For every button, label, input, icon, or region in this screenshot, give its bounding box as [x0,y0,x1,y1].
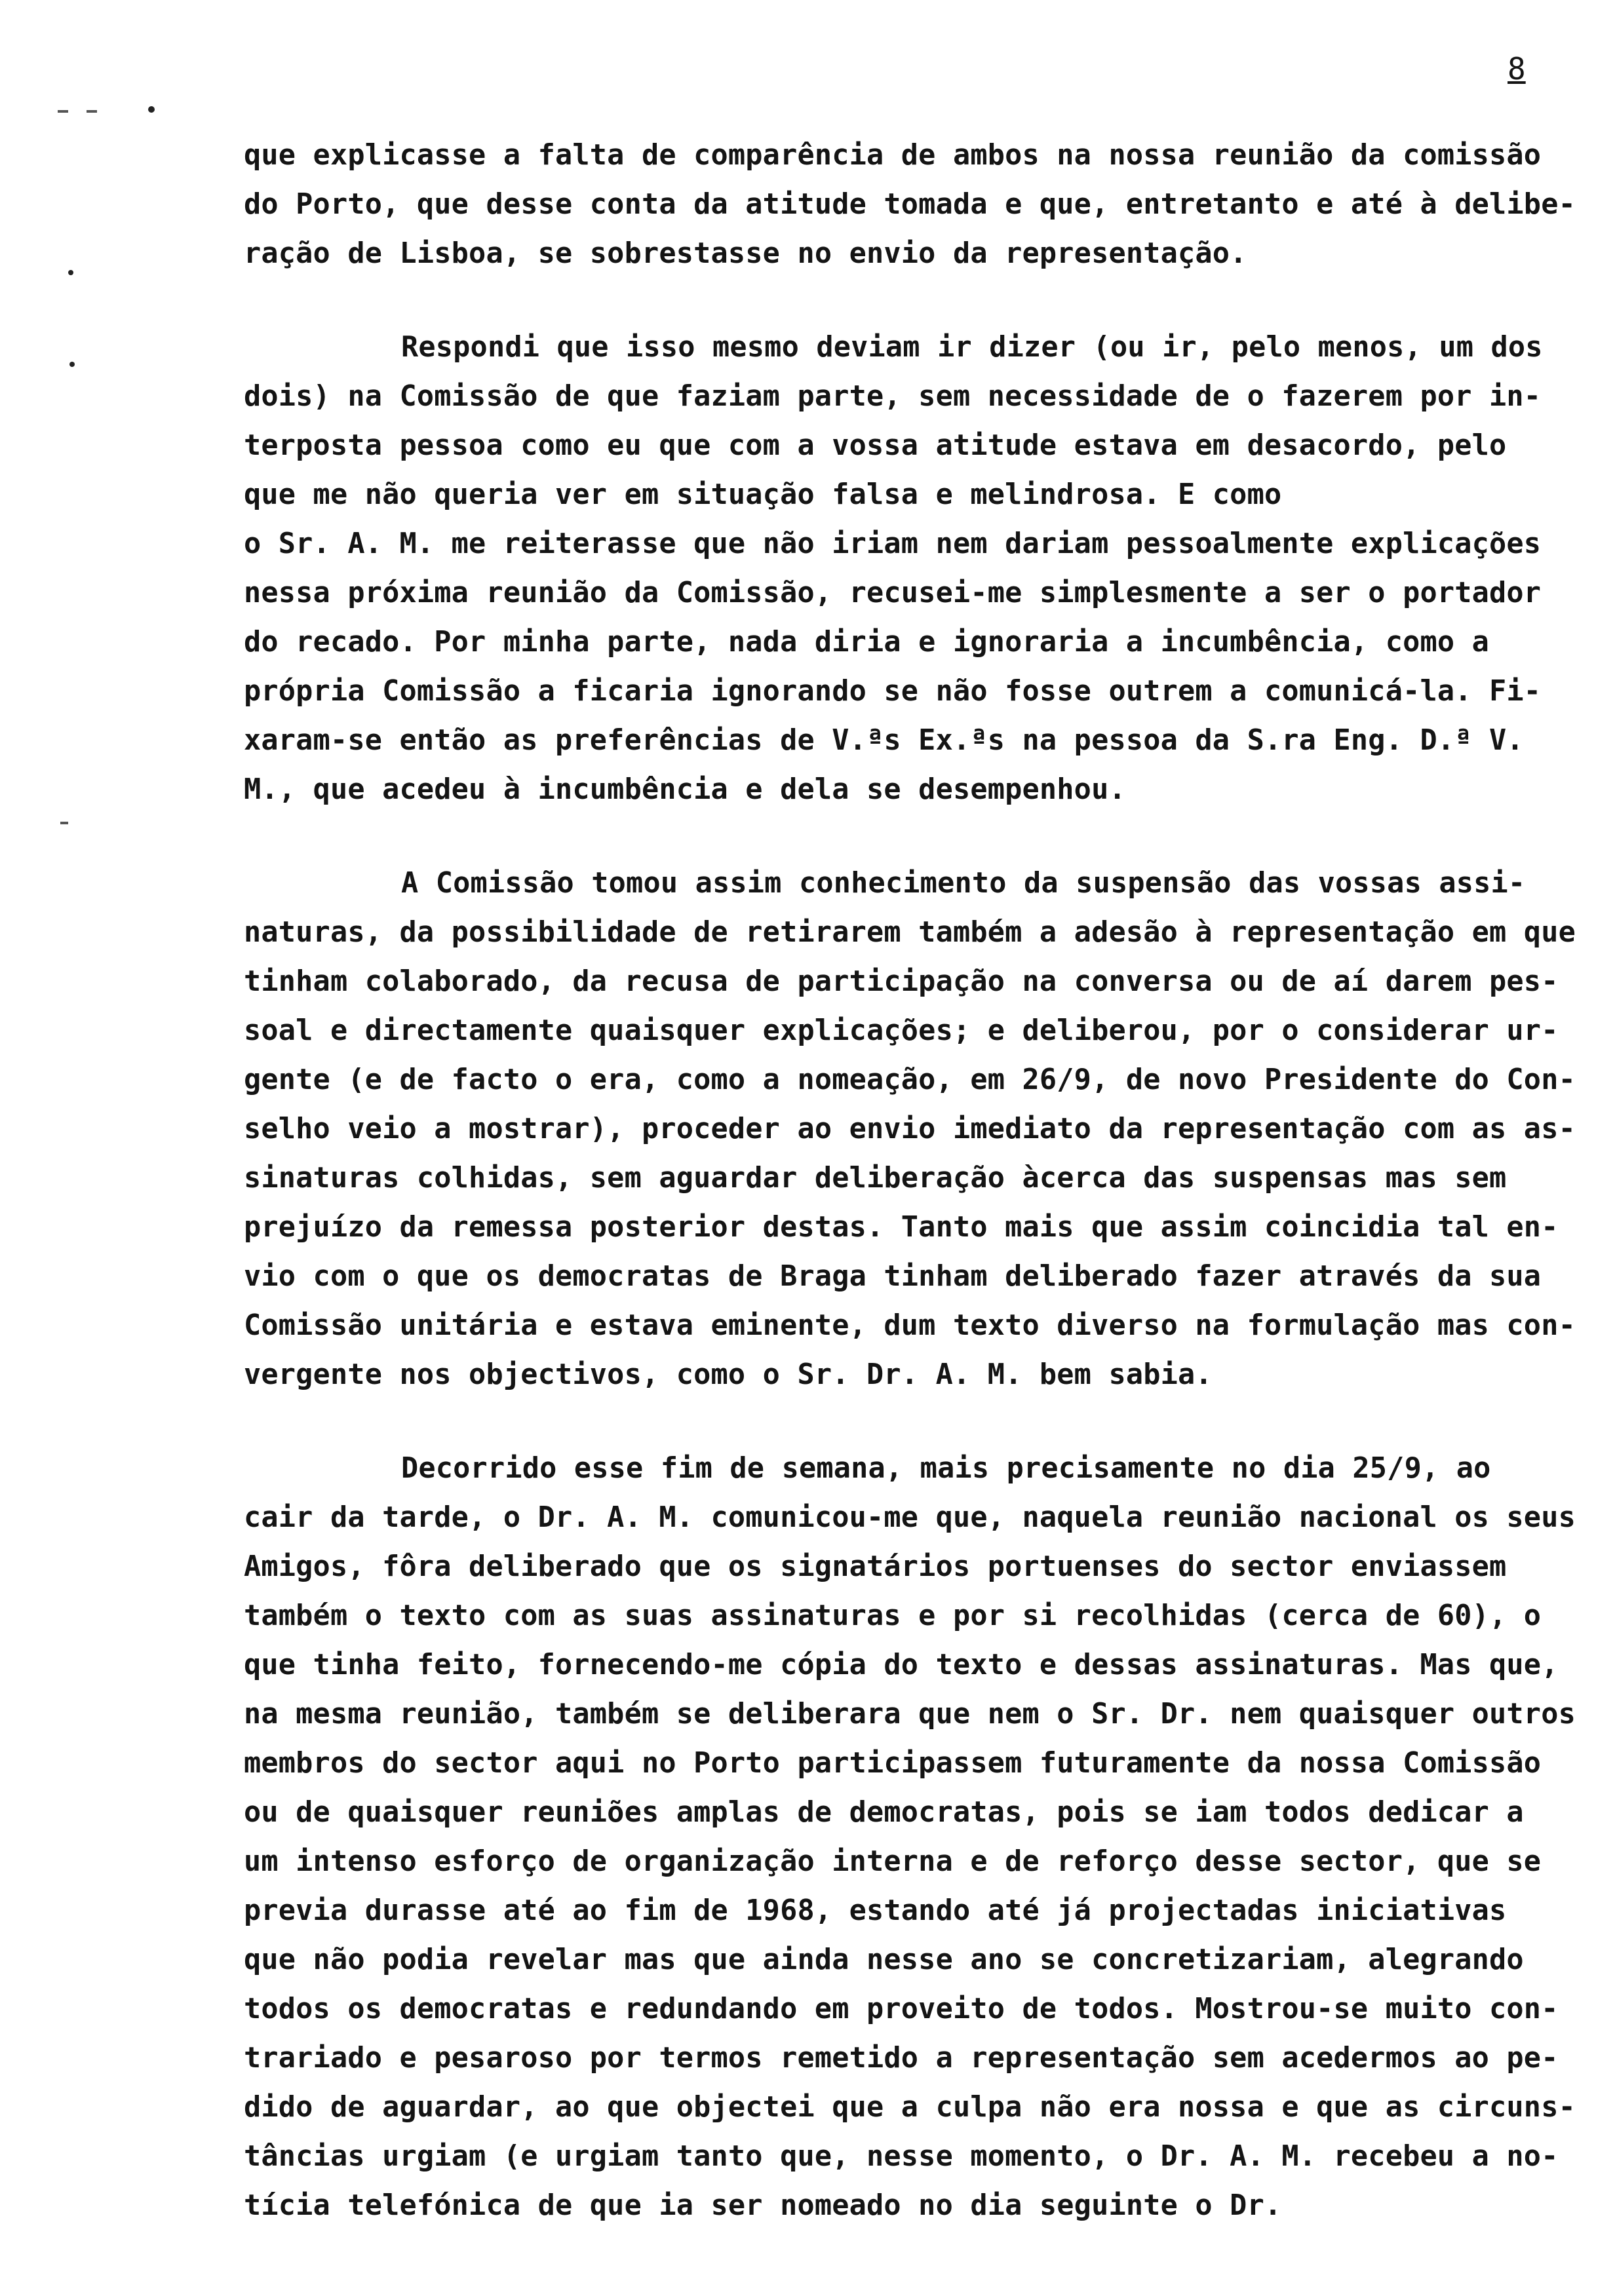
text-line: o Sr. A. M. me reiterasse que não iriam nem dariam pessoalmente explicações [244,527,1542,560]
text-line: previa durasse até ao fim de 1968, estando até já projectadas iniciativas [244,1894,1507,1927]
text-line: tinham colaborado, da recusa de participação na conversa ou de aí darem pes- [244,965,1559,998]
margin-mark [148,106,155,113]
text-line: dido de aguardar, ao que objectei que a culpa não era nossa e que as circuns- [244,2091,1576,2124]
text-line: Amigos, fôra deliberado que os signatários portuenses do sector enviassem [244,1550,1507,1583]
text-line: que me não queria ver em situação falsa e melindrosa. E como [244,478,1282,511]
text-line: tícia telefónica de que ia ser nomeado no dia seguinte o Dr. [244,2189,1282,2222]
paragraph [244,323,1568,814]
text-line: que explicasse a falta de comparência de ambos na nossa reunião da comissão [244,139,1542,172]
paragraph [244,1444,1576,2230]
text-line: xaram-se então as preferências de V.ªs Ex.ªs na pessoa da S.ra Eng. D.ª V. [244,724,1524,757]
text-line: vergente nos objectivos, como o Sr. Dr. A. M. bem sabia. [244,1358,1213,1391]
text-line: terposta pessoa como eu que com a vossa atitude estava em desacordo, pelo [244,429,1507,462]
margin-mark [68,270,73,275]
text-line: gente (e de facto o era, como a nomeação, em 26/9, de novo Presidente do Con- [244,1063,1576,1096]
text-line: nessa próxima reunião da Comissão, recusei-me simplesmente a ser o portador [244,577,1542,609]
text-line: própria Comissão a ficaria ignorando se não fosse outrem a comunicá-la. Fi- [244,675,1542,708]
text-line: prejuízo da remessa posterior destas. Tanto mais que assim coincidia tal en- [244,1211,1559,1244]
text-line: Respondi que isso mesmo deviam ir dizer (ou ir, pelo menos, um dos [401,331,1543,364]
text-line: dois) na Comissão de que faziam parte, sem necessidade de o fazerem por in- [244,380,1542,413]
text-line: naturas, da possibilidade de retirarem também a adesão à representação em que [244,916,1576,949]
text-line: soal e directamente quaisquer explicações; e deliberou, por o considerar ur- [244,1014,1559,1047]
text-line: membros do sector aqui no Porto participassem futuramente da nossa Comissão [244,1747,1542,1780]
text-line: do Porto, que desse conta da atitude tomada e que, entretanto e até à delibe- [244,188,1576,221]
text-line: todos os democratas e redundando em proveito de todos. Mostrou-se muito con- [244,1993,1559,2025]
margin-mark [60,822,68,824]
text-line: Comissão unitária e estava eminente, dum texto diverso na formulação mas con- [244,1309,1576,1342]
margin-mark [87,110,97,113]
text-line: tâncias urgiam (e urgiam tanto que, nesse momento, o Dr. A. M. recebeu a no- [244,2140,1559,2173]
text-line: M., que acedeu à incumbência e dela se desempenhou. [244,773,1126,806]
text-line: do recado. Por minha parte, nada diria e ignoraria a incumbência, como a [244,626,1490,659]
text-line: trariado e pesaroso por termos remetido a representação sem acedermos ao pe- [244,2042,1559,2075]
paragraph [244,131,1576,278]
text-line: na mesma reunião, também se deliberara que nem o Sr. Dr. nem quaisquer outros [244,1698,1576,1731]
text-line: que não podia revelar mas que ainda nesse ano se concretizariam, alegrando [244,1943,1524,1976]
text-line: ração de Lisboa, se sobrestasse no envio da representação. [244,237,1247,270]
text-line: ou de quaisquer reuniões amplas de democratas, pois se iam todos dedicar a [244,1796,1524,1829]
document-body [244,131,1576,2230]
text-line: A Comissão tomou assim conhecimento da suspensão das vossas assi- [401,867,1526,900]
text-line: que tinha feito, fornecendo-me cópia do texto e dessas assinaturas. Mas que, [244,1649,1559,1681]
text-line: também o texto com as suas assinaturas e por si recolhidas (cerca de 60), o [244,1599,1542,1632]
page-number: 8 [1508,51,1526,86]
text-line: vio com o que os democratas de Braga tinham deliberado fazer através da sua [244,1260,1542,1293]
text-line: selho veio a mostrar), proceder ao envio imediato da representação com as as- [244,1113,1576,1145]
paragraph [244,859,1576,1400]
text-line: Decorrido esse fim de semana, mais precisamente no dia 25/9, ao [401,1452,1491,1485]
margin-mark [69,362,75,367]
text-line: cair da tarde, o Dr. A. M. comunicou-me que, naquela reunião nacional os seus [244,1501,1576,1534]
text-line: sinaturas colhidas, sem aguardar deliberação àcerca das suspensas mas sem [244,1162,1507,1195]
text-line: um intenso esforço de organização interna e de reforço desse sector, que se [244,1845,1542,1878]
margin-mark [58,110,68,113]
